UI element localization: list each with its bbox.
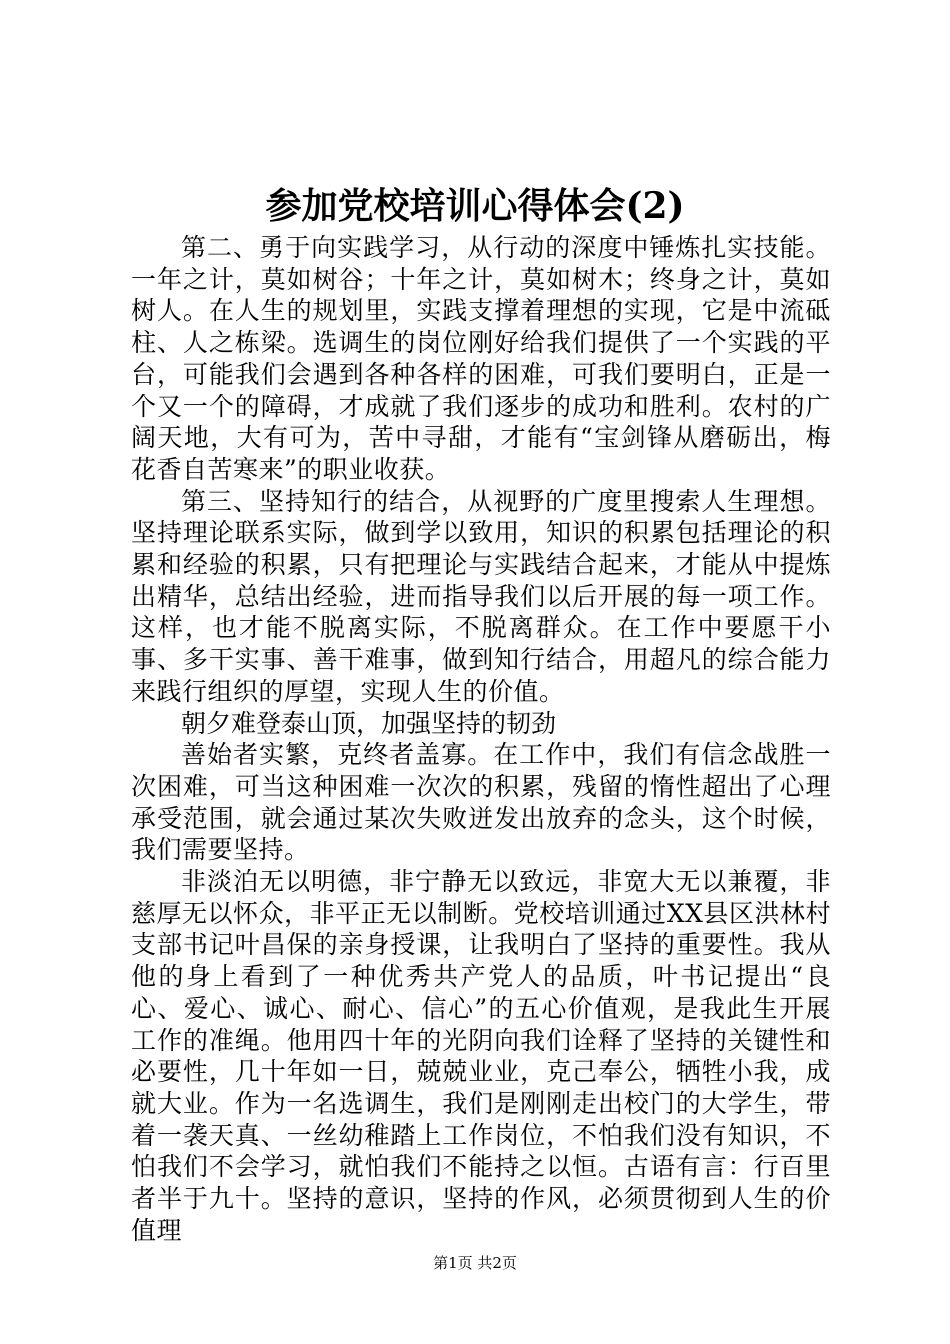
document-body	[131, 232, 831, 1247]
paragraph-perseverance-intro: 善始者实繁，克终者盖寡。在工作中，我们有信念战胜一次困难，可当这种困难一次次的积累，残留的惰性超出了心理承受范围，就会通过某次失败迸发出放弃的念头，这个时候，我们需要坚持。	[131, 740, 831, 865]
document-title: 参加党校培训心得体会(2)	[265, 185, 685, 227]
paragraph-practice: 第二、勇于向实践学习，从行动的深度中锤炼扎实技能。一年之计，莫如树谷；十年之计，莫如树木；终身之计，莫如树人。在人生的规划里，实践支撑着理想的实现，它是中流砥柱、人之栋梁。选调生的岗位刚好给我们提供了一个实践的平台，可能我们会遇到各种各样的困难，可我们要明白，正是一个又一个的障碍，才成就了我们逐步的成功和胜利。农村的广阔天地，大有可为，苦中寻甜，才能有“宝剑锋从磨砺出，梅花香自苦寒来”的职业收获。	[131, 233, 831, 484]
paragraph-knowledge-action: 第三、坚持知行的结合，从视野的广度里搜索人生理想。坚持理论联系实际，做到学以致用，知识的积累包括理论的积累和经验的积累，只有把理论与实践结合起来，才能从中提炼出精华，总结出经验，进而指导我们以后开展的每一项工作。这样，也才能不脱离实际，不脱离群众。在工作中要愿干小事、多干实事、善干难事，做到知行结合，用超凡的综合能力来践行组织的厚望，实现人生的价值。	[131, 486, 831, 706]
paragraph-secretary-example: 非淡泊无以明德，非宁静无以致远，非宽大无以兼覆，非慈厚无以怀众，非平正无以制断。党校培训通过XX县区洪林村支部书记叶昌保的亲身授课，让我明白了坚持的重要性。我从他的身上看到了一种优秀共产党人的品质，叶书记提出“良心、爱心、诚心、耐心、信心”的五心价值观，是我此生开展工作的准绳。他用四十年的光阴向我们诠释了坚持的关键性和必要性，几十年如一日，兢兢业业，克己奉公，牺牲小我，成就大业。作为一名选调生，我们是刚刚走出校门的大学生，带着一袭天真、一丝幼稚踏上工作岗位，不怕我们没有知识，不怕我们不会学习，就怕我们不能持之以恒。古语有言：行百里者半于九十。坚持的意识，坚持的作风，必须贯彻到人生的价值理	[131, 867, 831, 1245]
section-subheading: 朝夕难登泰山顶，加强坚持的韧劲	[181, 708, 557, 738]
page-number-footer: 第1页 共2页	[433, 1254, 517, 1272]
